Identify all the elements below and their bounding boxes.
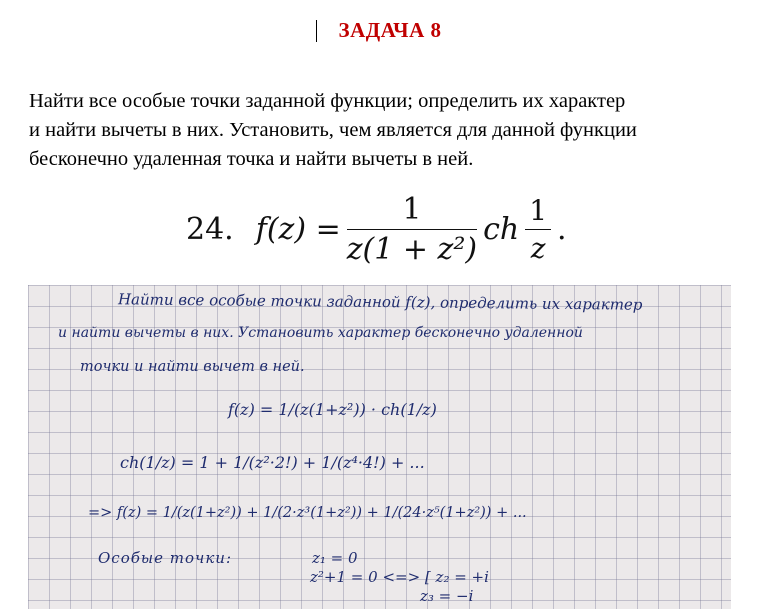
handwritten-solution-photo [28,285,731,609]
handwritten-line: Найти все особые точки заданной f(z), определить их характер [117,290,643,314]
handwritten-equation: ch(1/z) = 1 + 1/(z²·2!) + 1/(z⁴·4!) + ... [120,453,425,472]
fraction-numerator: 1 [402,191,422,227]
handwritten-equation: f(z) = 1/(z(1+z²)) · ch(1/z) [228,400,437,419]
main-fraction [347,192,477,267]
argument-fraction [525,194,551,265]
handwritten-singularity: z₁ = 0 [312,549,358,567]
problem-title: ЗАДАЧА 8 [338,18,442,42]
formula-number: 24. [186,211,234,247]
fraction-denominator: z(1 + z²) [346,231,478,267]
argument-numerator: 1 [529,193,548,227]
handwritten-line: точки и найти вычет в ней. [80,359,305,375]
handwritten-line: и найти вычеты в них. Установить характер бесконечно удаленной [58,325,583,341]
formula-lhs: f(z) = [255,211,341,247]
handwritten-label: Особые точки: [98,549,233,567]
formula-function-name: ch [483,211,520,247]
problem-line: бесконечно удаленная точка и найти вычеты в ней. [29,148,474,170]
function-formula [186,184,567,274]
handwritten-equation: => f(z) = 1/(z(1+z²)) + 1/(2·z³(1+z²)) + 1/(24·z⁵(1+z²)) + ... [88,505,527,521]
handwritten-singularity: z²+1 = 0 <=> [ z₂ = +i [310,568,489,586]
argument-denominator: z [530,231,546,265]
problem-line: Найти все особые точки заданной функции; определить их характер [29,90,626,112]
formula-end: . [557,211,567,247]
handwritten-singularity: z₃ = −i [420,587,474,605]
problem-line: и найти вычеты в них. Установить, чем является для данной функции [29,119,637,141]
problem-statement [29,87,749,174]
text-cursor [316,20,317,42]
